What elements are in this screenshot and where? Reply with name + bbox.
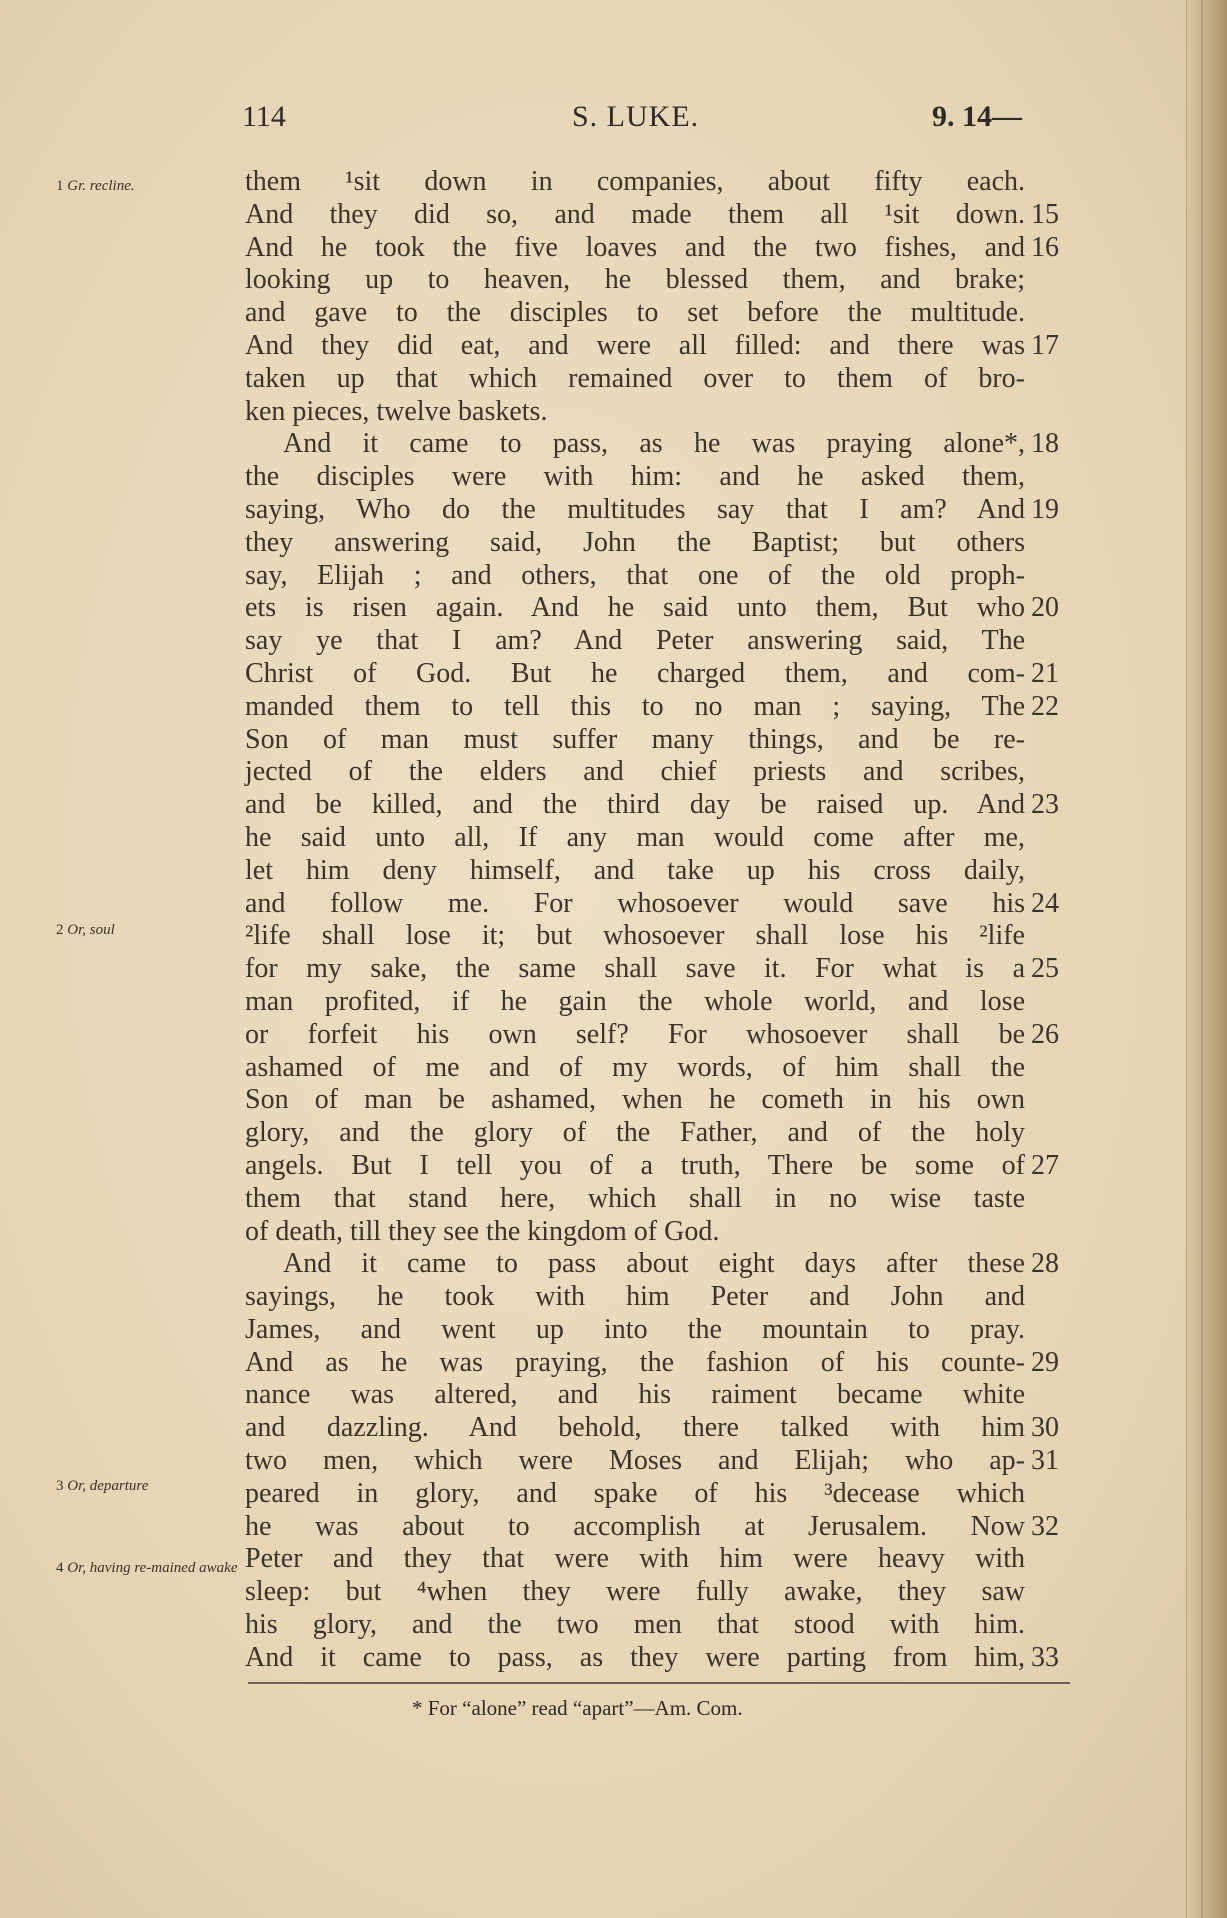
margin-note: 2 Or, soul (56, 922, 115, 938)
text-line (245, 428, 1069, 461)
line-text: two men, which were Moses and Elijah; who ap- (245, 1445, 1025, 1477)
verse-number: 15 (1031, 198, 1059, 230)
verse-number: 28 (1031, 1248, 1059, 1280)
line-text: sleep: but ⁴when they were fully awake, they saw (245, 1576, 1025, 1608)
text-line (245, 1281, 1069, 1314)
text-line (245, 1019, 1069, 1052)
line-text: of death, till they see the kingdom of God. (245, 1215, 720, 1247)
line-text: Christ of God. But he charged them, and com- (245, 657, 1025, 689)
verse-number: 27 (1031, 1149, 1059, 1181)
text-line (245, 264, 1069, 297)
page-number: 114 (242, 100, 286, 133)
line-text: they answering said, John the Baptist; but others (245, 526, 1025, 558)
verse-number: 33 (1031, 1641, 1059, 1673)
margin-note: 1 Gr. recline. (56, 178, 135, 194)
line-text: for my sake, the same shall save it. For what is a (245, 953, 1025, 985)
verse-number: 31 (1031, 1445, 1059, 1477)
text-line (245, 789, 1069, 822)
text-line (245, 592, 1069, 625)
text-line (245, 199, 1069, 232)
line-text: sayings, he took with him Peter and John and (245, 1281, 1025, 1313)
line-text: say ye that I am? And Peter answering said, The (245, 625, 1025, 657)
book-title: S. LUKE. (572, 100, 700, 133)
footnote: * For “alone” read “apart”—Am. Com. (412, 1696, 743, 1720)
text-line (245, 1347, 1069, 1380)
text-line (245, 1412, 1069, 1445)
line-text: ²life shall lose it; but whosoever shall lose his ²life (245, 920, 1025, 952)
text-line (245, 658, 1069, 691)
text-line (245, 1543, 1069, 1576)
verse-number: 21 (1031, 657, 1059, 689)
text-line (245, 396, 1069, 429)
text-line (245, 1248, 1069, 1281)
line-text: and be killed, and the third day be raised up. And (245, 789, 1025, 821)
text-line (245, 1052, 1069, 1085)
text-line (245, 822, 1069, 855)
line-text: peared in glory, and spake of his ³decease which (245, 1477, 1025, 1509)
line-text: And it came to pass about eight days after these (283, 1248, 1025, 1280)
scripture-text (245, 166, 1069, 1675)
text-line (245, 888, 1069, 921)
page-edge (1186, 0, 1227, 1918)
text-line (245, 953, 1069, 986)
line-text: jected of the elders and chief priests and scribes, (245, 756, 1025, 788)
text-line (245, 1445, 1069, 1478)
line-text: let him deny himself, and take up his cross daily, (245, 854, 1025, 886)
text-line (245, 1150, 1069, 1183)
verse-number: 30 (1031, 1412, 1059, 1444)
line-text: he said unto all, If any man would come after me, (245, 821, 1025, 853)
line-text: nance was altered, and his raiment became white (245, 1379, 1025, 1411)
verse-number: 26 (1031, 1018, 1059, 1050)
text-line (245, 1642, 1069, 1675)
line-text: And as he was praying, the fashion of his counte- (245, 1346, 1025, 1378)
verse-number: 16 (1031, 231, 1059, 263)
line-text: glory, and the glory of the Father, and of the holy (245, 1117, 1025, 1149)
line-text: say, Elijah ; and others, that one of the old proph- (245, 559, 1025, 591)
line-text: Peter and they that were with him were heavy with (245, 1543, 1025, 1575)
verse-number: 20 (1031, 592, 1059, 624)
text-line (245, 1084, 1069, 1117)
line-text: looking up to heaven, he blessed them, and brake; (245, 264, 1025, 296)
text-line (245, 1379, 1069, 1412)
line-text: them that stand here, which shall in no wise taste (245, 1182, 1025, 1214)
line-text: man profited, if he gain the whole world, and lose (245, 985, 1025, 1017)
verse-number: 24 (1031, 887, 1059, 919)
text-line (245, 1478, 1069, 1511)
text-line (245, 166, 1069, 199)
line-text: James, and went up into the mountain to pray. (245, 1313, 1025, 1345)
text-line (245, 1216, 1069, 1249)
line-text: ken pieces, twelve baskets. (245, 395, 548, 427)
verse-number: 19 (1031, 493, 1059, 525)
text-line (245, 855, 1069, 888)
verse-number: 22 (1031, 690, 1059, 722)
line-text: the disciples were with him: and he asked them, (245, 461, 1025, 493)
line-text: saying, Who do the multitudes say that I am? And (245, 493, 1025, 525)
text-line (245, 1511, 1069, 1544)
text-line (245, 920, 1069, 953)
line-text: them ¹sit down in companies, about fifty each. (245, 166, 1025, 197)
line-text: ets is risen again. And he said unto them, But who (245, 592, 1025, 624)
text-line (245, 1117, 1069, 1150)
text-line (245, 527, 1069, 560)
line-text: And he took the five loaves and the two fishes, and (245, 231, 1025, 263)
text-line (245, 330, 1069, 363)
text-line (245, 560, 1069, 593)
line-text: he was about to accomplish at Jerusalem. Now (245, 1510, 1025, 1542)
line-text: or forfeit his own self? For whosoever shall be (245, 1018, 1025, 1050)
text-line (245, 986, 1069, 1019)
line-text: manded them to tell this to no man ; saying, The (245, 690, 1025, 722)
chapter-verse-reference: 9. 14— (932, 100, 1022, 133)
text-line (245, 363, 1069, 396)
line-text: Son of man be ashamed, when he cometh in his own (245, 1084, 1025, 1116)
text-line (245, 724, 1069, 757)
verse-number: 32 (1031, 1510, 1059, 1542)
text-line (245, 1183, 1069, 1216)
text-line (245, 1576, 1069, 1609)
verse-number: 25 (1031, 953, 1059, 985)
line-text: and gave to the disciples to set before the multitude. (245, 297, 1025, 329)
margin-note: 3 Or, departure (56, 1478, 149, 1494)
line-text: And it came to pass, as they were parting from him, (245, 1641, 1025, 1673)
line-text: and dazzling. And behold, there talked with him (245, 1412, 1025, 1444)
text-line (245, 461, 1069, 494)
text-line (245, 1609, 1069, 1642)
text-line (245, 756, 1069, 789)
line-text: ashamed of me and of my words, of him shall the (245, 1051, 1025, 1083)
text-line (245, 691, 1069, 724)
footnote-rule (248, 1682, 1070, 1684)
line-text: And they did so, and made them all ¹sit down. (245, 198, 1025, 230)
text-line (245, 297, 1069, 330)
verse-number: 17 (1031, 329, 1059, 361)
verse-number: 23 (1031, 789, 1059, 821)
text-line (245, 494, 1069, 527)
margin-note: 4 Or, having re-mained awake (56, 1560, 238, 1576)
line-text: Son of man must suffer many things, and be re- (245, 723, 1025, 755)
text-line (245, 1314, 1069, 1347)
line-text: And they did eat, and were all filled: and there was (245, 329, 1025, 361)
line-text: his glory, and the two men that stood with him. (245, 1609, 1025, 1641)
verse-number: 18 (1031, 428, 1059, 460)
line-text: taken up that which remained over to them of bro- (245, 362, 1025, 394)
line-text: And it came to pass, as he was praying alone*, (283, 428, 1025, 460)
running-header (242, 100, 1022, 140)
text-line (245, 232, 1069, 265)
text-line (245, 625, 1069, 658)
line-text: angels. But I tell you of a truth, There be some of (245, 1149, 1025, 1181)
verse-number: 29 (1031, 1346, 1059, 1378)
line-text: and follow me. For whosoever would save his (245, 887, 1025, 919)
